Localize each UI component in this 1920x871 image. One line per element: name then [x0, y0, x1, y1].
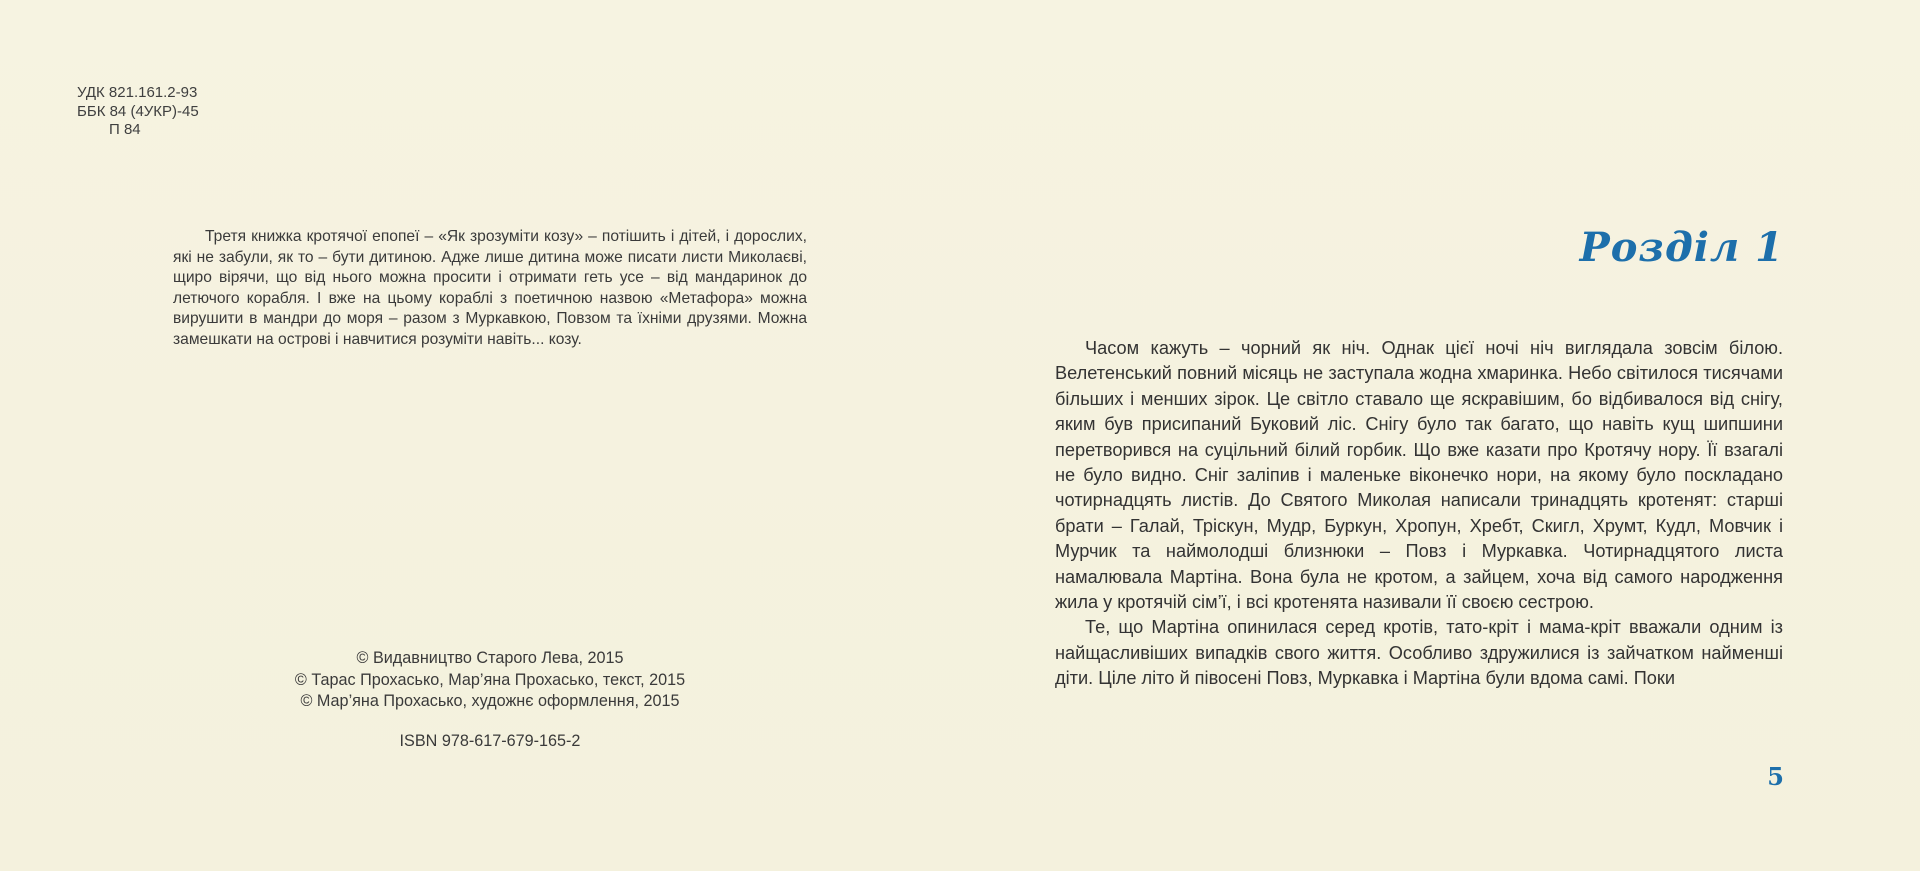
chapter-title: Розділ 1: [1579, 224, 1784, 271]
copyright-block: [230, 648, 750, 713]
paragraph: Часом кажуть – чорний як ніч. Однак цієї ночі ніч виглядала зовсім білою. Велетенський повний місяць не заступала жодна хмаринка. Небо світилося тисячами більших і менших зірок. Це світло ставало ще яскравішим, бо відбивалося від снігу, яким був присипаний Буковий ліс. Снігу було так багато, що навіть кущ шипшини перетворився на суцільний білий горбик. Що вже казати про Кротячу нору. Її взагалі не було видно. Сніг заліпив і маленьке віконечко нори, на якому було поскладано чотирнадцять листів. До Святого Миколая написали тринадцять кротенят: старші брати – Галай, Тріскун, Мудр, Буркун, Хропун, Хребт, Скигл, Хрумт, Кудл, Мовчик і Мурчик та наймолодші близнюки – Повз і Муркавка. Чотирнадцятого листа намалювала Мартіна. Вона була не кротом, а зайцем, хоча від самого народження жила у кротячій сім’ї, і всі кротенята називали її своєю сестрою.: [1055, 338, 1783, 613]
copyright-publisher: © Видавництво Старого Лева, 2015: [356, 649, 624, 667]
bbk-code: ББК 84 (4УКР)-45: [77, 102, 199, 120]
book-annotation: [173, 227, 807, 350]
isbn: ISBN 978-617-679-165-2: [399, 732, 581, 750]
page-number: 5: [1767, 762, 1784, 791]
chapter-body: [1055, 336, 1783, 692]
copyright-text: © Тарас Прохасько, Мар’яна Прохасько, текст, 2015: [294, 670, 686, 689]
paragraph: Те, що Мартіна опинилася серед кротів, тато-кріт і мама-кріт вважали одним із найщасливіших випадків свого життя. Особливо здружилися із зайчатком найменші діти. Ціле літо й півосені Повз, Муркавка і Мартіна були вдома самі. Поки: [1055, 617, 1783, 689]
right-page: [960, 0, 1920, 871]
author-mark: П 84: [109, 121, 141, 138]
catalog-codes: [77, 84, 199, 140]
annotation-text: Третя книжка кротячої епопеї – «Як зрозуміти козу» – потішить і дітей, і дорослих, які не забули, як то – бути дитиною. Адже лише дитина може писати листи Миколаєві, щиро вірячи, що від нього можна просити і отримати геть усе – від мандаринок до летючого корабля. І вже на цьому кораблі з поетичною назвою «Метафора» можна вирушити в мандри до моря – разом з Муркавкою, Повзом та їхніми друзями. Можна замешкати на острові і навчитися розуміти навіть... козу.: [173, 228, 807, 348]
copyright-illustrations: © Мар’яна Прохасько, художнє оформлення, 2015: [300, 692, 680, 710]
udc-code: УДК 821.161.2-93: [77, 84, 198, 101]
